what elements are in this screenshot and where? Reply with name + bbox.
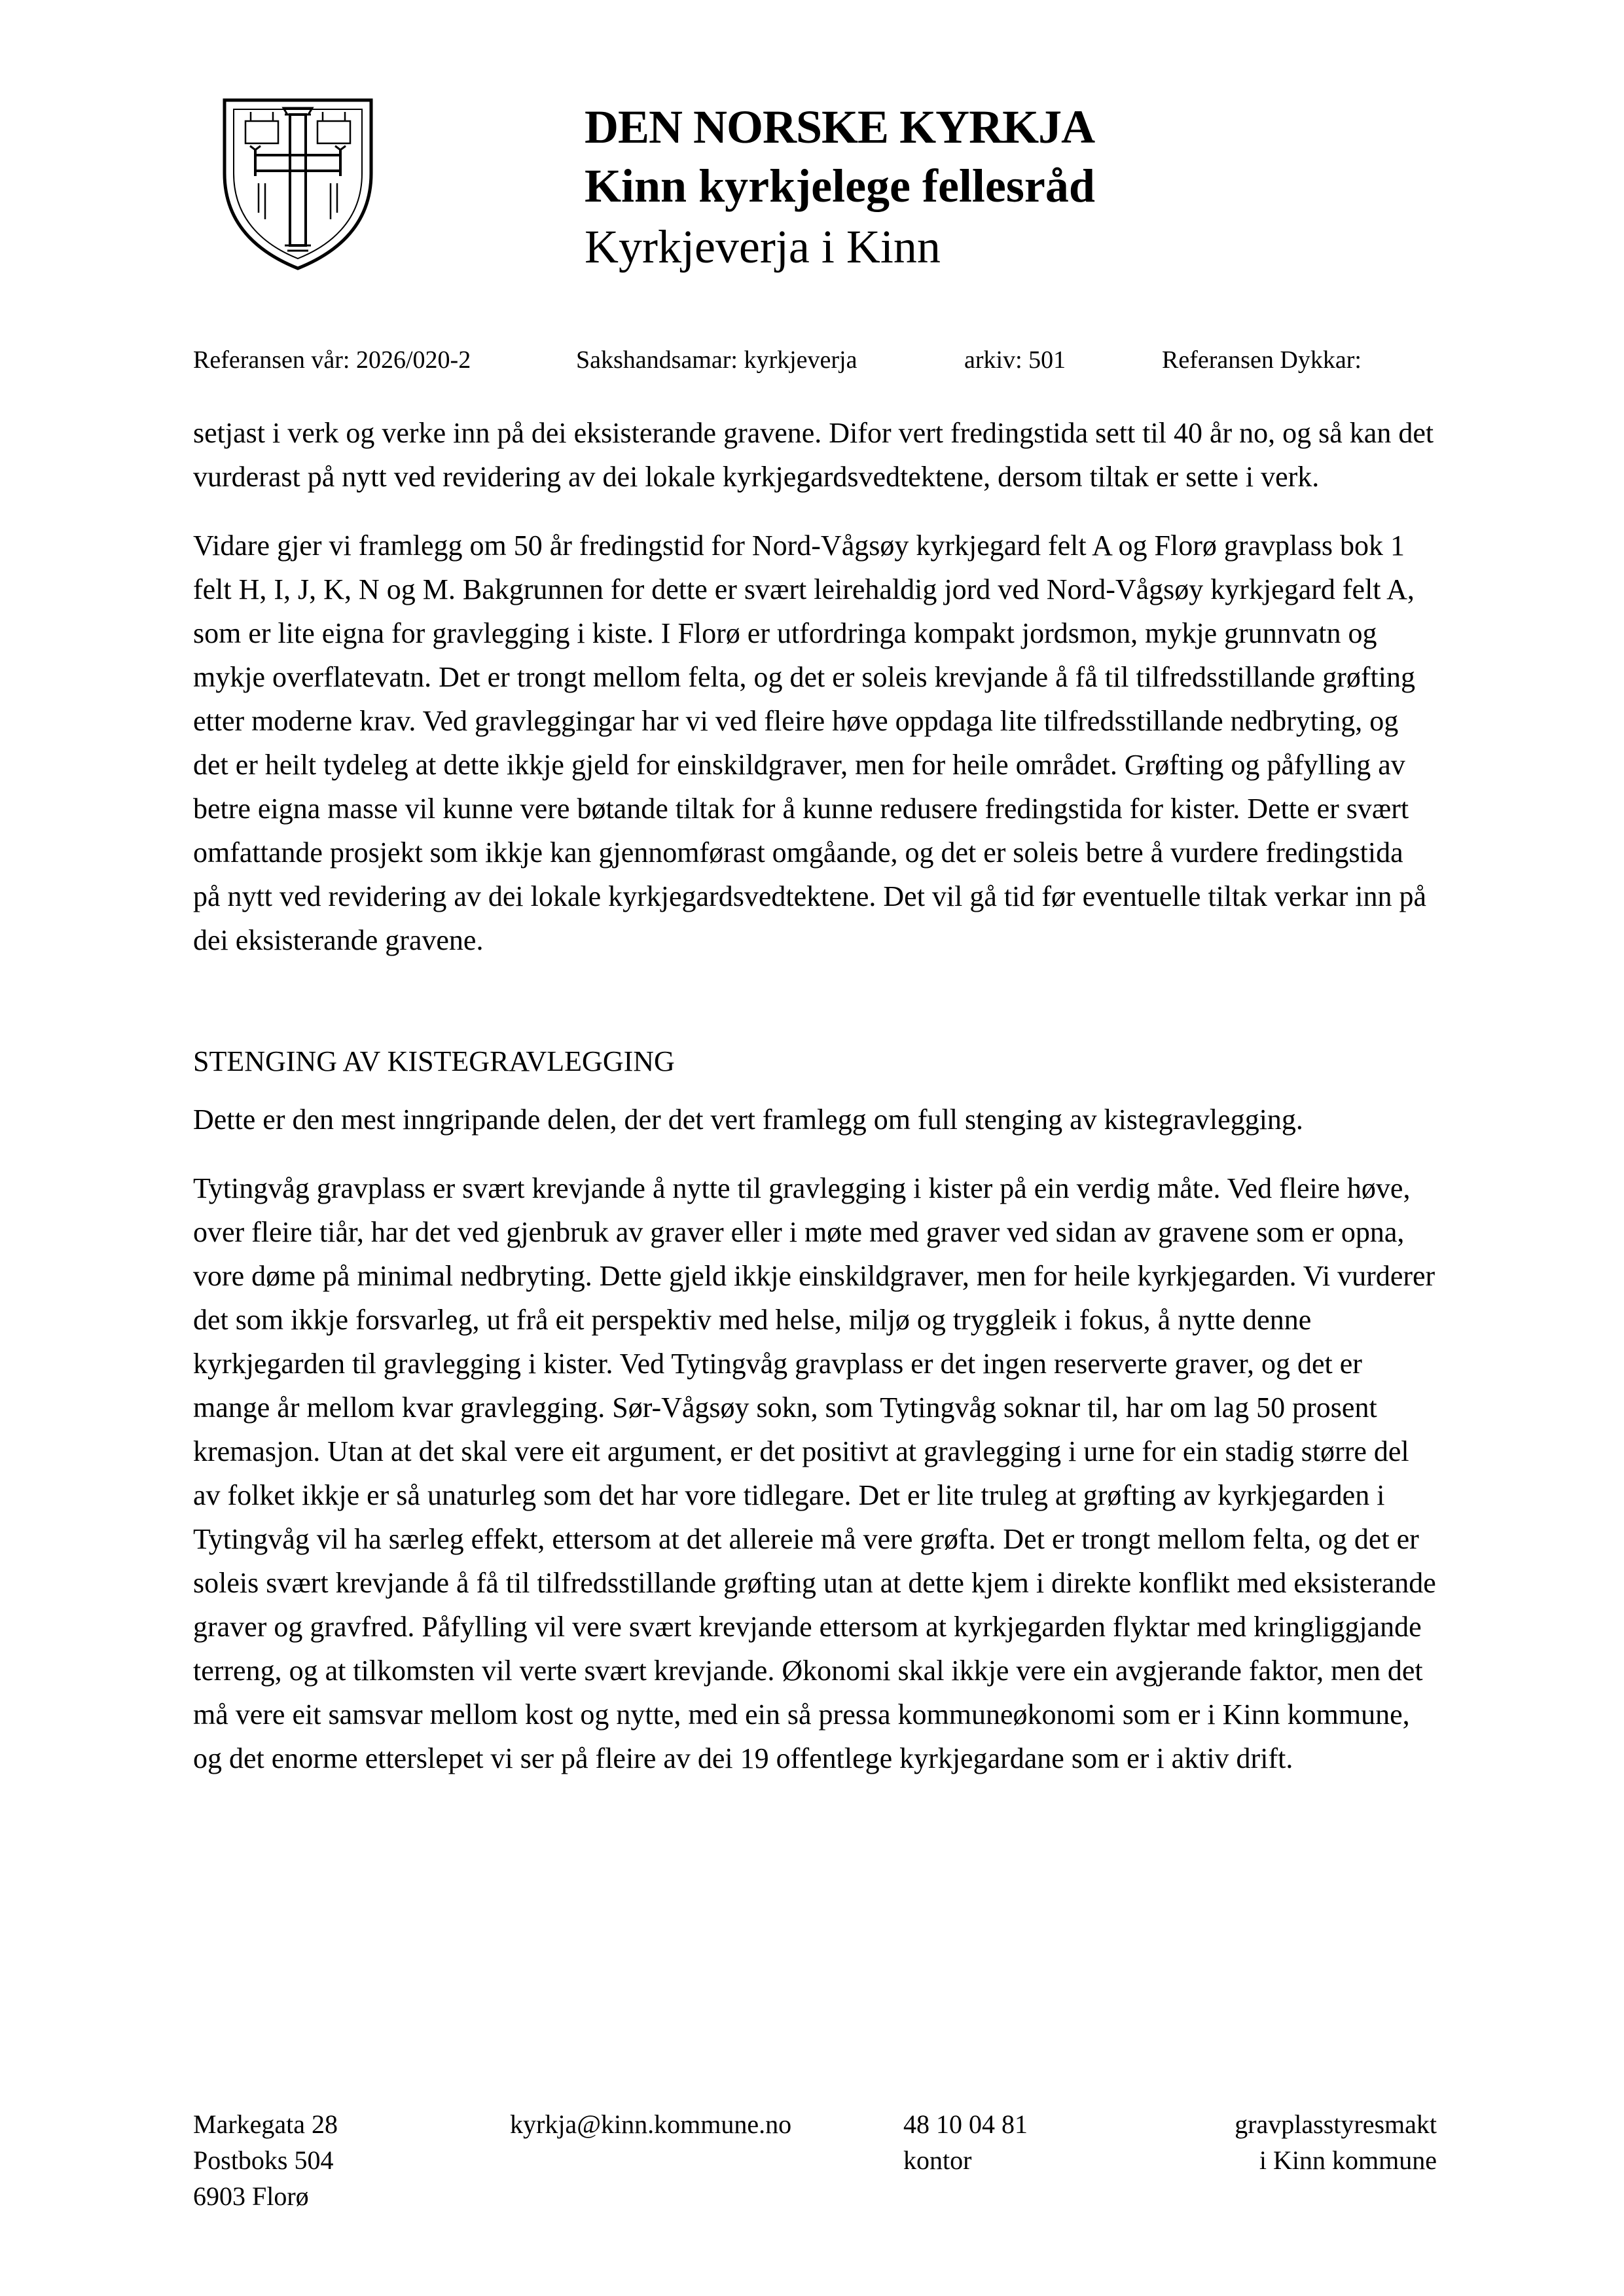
- footer-address: [193, 2106, 338, 2214]
- your-reference: Referansen Dykkar:: [1162, 346, 1362, 374]
- address-line: Markegata 28: [193, 2109, 338, 2139]
- case-handler: Sakshandsamar: kyrkjeverja: [576, 346, 857, 374]
- letter-body: [193, 411, 1437, 1805]
- body-paragraph: Tytingvåg gravplass er svært krevjande å nytte til gravlegging i kister på ein verdig måte. Ved fleire høve, over fleire tiår, har det ved gjenbruk av graver eller i møte med graver ved sidan av gravene som er opna, vore døme på minimal nedbryting. Dette gjeld ikkje einskildgraver, men for heile kyrkjegarden. Vi vurderer det som ikkje forsvarleg, ut frå eit perspektiv med helse, miljø og tryggleik i fokus, å nytte denne kyrkjegarden til gravlegging i kister. Ved Tytingvåg gravplass er det ingen reserverte graver, og det er mange år mellom kvar gravlegging. Sør-Vågsøy sokn, som Tytingvåg soknar til, har om lag 50 prosent kremasjon. Utan at det skal vere eit argument, er det positivt at gravlegging i urne for ein stadig større del av folket ikkje er så unaturleg som det har vore tidlegare. Det er lite truleg at grøfting av kyrkjegarden i Tytingvåg vil ha særleg effekt, ettersom at det allereie må vere grøfta. Det er trongt mellom felta, og det er soleis svært krevjande å få til tilfredsstillande grøfting utan at dette kjem i direkte konflikt med eksisterande graver og gravfred. Påfylling vil vere svært krevjande ettersom at kyrkjegarden flyktar med kringliggjande terreng, og at tilkomsten vil verte svært krevjande. Økonomi skal ikkje vere ein avgjerande faktor, men det må vere eit samsvar mellom kost og nytte, med ein så pressa kommuneøkonomi som er i Kinn kommune, og det enorme etterslepet vi ser på fleire av dei 19 offentlege kyrkjegardane som er i aktiv drift.: [193, 1172, 1436, 1774]
- body-paragraph: setjast i verk og verke inn på dei eksisterande gravene. Difor vert fredingstida sett til 40 år no, og så kan det vurderast på nytt ved revidering av dei lokale kyrkjegardsvedtektene, dersom tiltak er sette i verk.: [193, 417, 1434, 493]
- reference-bar: [193, 340, 1437, 380]
- letter-footer: [193, 2106, 1437, 2237]
- authority-line: gravplasstyresmakt: [1235, 2109, 1437, 2139]
- body-paragraph: Dette er den mest inngripande delen, der det vert framlegg om full stenging av kistegravlegging.: [193, 1103, 1303, 1136]
- authority-line: i Kinn kommune: [1259, 2145, 1437, 2175]
- body-paragraph: Vidare gjer vi framlegg om 50 år fredingstid for Nord-Vågsøy kyrkjegard felt A og Florø gravplass bok 1 felt H, I, J, K, N og M. Bakgrunnen for dette er svært leirehaldig jord ved Nord-Vågsøy kyrkjegard felt A, som er lite eigna for gravlegging i kiste. I Florø er utfordringa kompakt jordsmon, mykje grunnvatn og mykje overflatevatn. Det er trongt mellom felta, og det er soleis krevjande å få til tilfredsstillande grøfting etter moderne krav. Ved gravleggingar har vi ved fleire høve oppdaga lite tilfredsstillande nedbryting, og det er heilt tydeleg at dette ikkje gjeld for einskildgraver, men for heile området. Grøfting og påfylling av betre eigna masse vil kunne vere bøtande tiltak for å kunne redusere fredingstida for kister. Dette er svært omfattande prosjekt som ikkje kan gjennomførast omgåande, og det er soleis betre å vurdere fredingstida på nytt ved revidering av dei lokale kyrkjegardsvedtektene. Det vil gå tid før eventuelle tiltak verkar inn på dei eksisterande gravene.: [193, 529, 1426, 956]
- phone-label: kontor: [903, 2145, 972, 2175]
- footer-authority: [1235, 2106, 1437, 2178]
- address-line: Postboks 504: [193, 2145, 334, 2175]
- phone-number: 48 10 04 81: [903, 2109, 1028, 2139]
- our-reference: Referansen vår: 2026/020-2: [193, 346, 471, 374]
- council-name: Kinn kyrkjelege fellesråd: [585, 160, 1095, 212]
- address-line: 6903 Florø: [193, 2181, 309, 2211]
- section-heading: STENGING AV KISTEGRAVLEGGING: [193, 1045, 675, 1077]
- footer-email[interactable]: [510, 2106, 791, 2142]
- org-name: DEN NORSKE KYRKJA: [585, 101, 1095, 153]
- church-crest-logo: [219, 95, 376, 272]
- email-link[interactable]: kyrkja@kinn.kommune.no: [510, 2109, 792, 2139]
- archive-number: arkiv: 501: [964, 346, 1066, 374]
- footer-phone: [903, 2106, 1028, 2178]
- office-name: Kyrkjeverja i Kinn: [585, 221, 941, 273]
